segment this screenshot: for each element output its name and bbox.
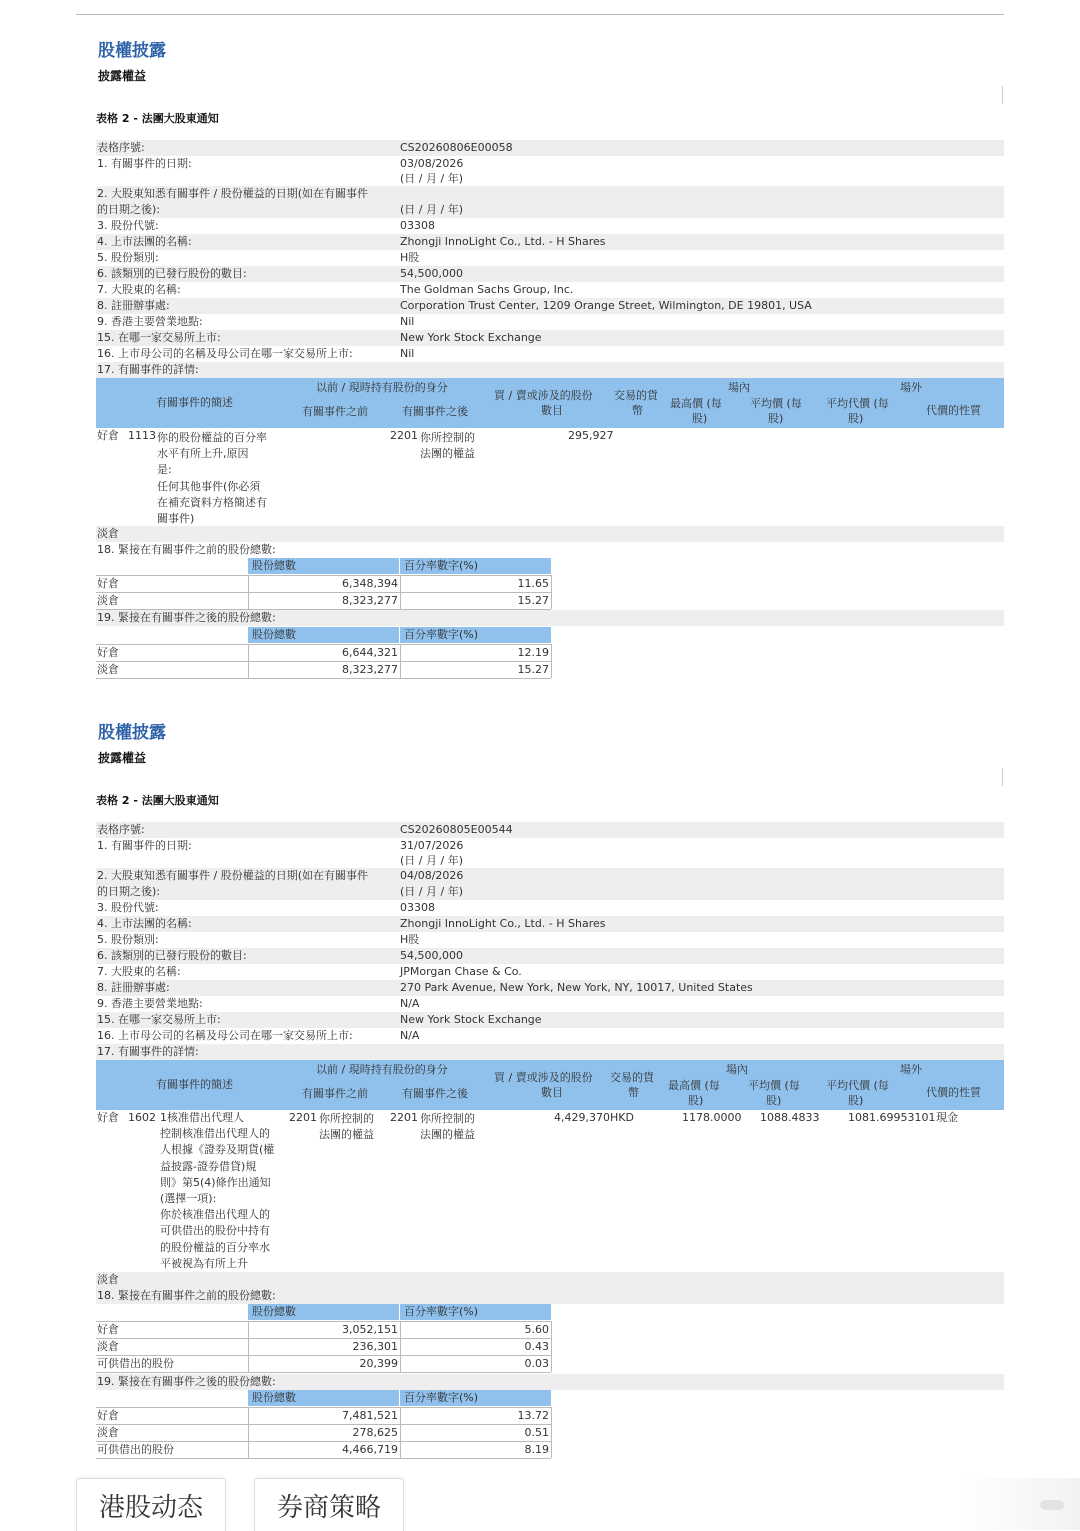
field-company-name: 4. 上市法團的名稱: Zhongji InnoLight Co., Ltd. - H Shares <box>96 234 1004 250</box>
event-description: 1核准借出代理人 控制核准借出代理人的 人根據《證券及期貨(權 益披露-證券借貸)規 則》第5(4)條作出通知 (選擇一項): 你於核准借出代理人的 可供借出的股份中持有 的股份權益的百分率水 平被視為有所上升 <box>160 1111 275 1270</box>
table-row: 淡倉 8,323,277 15.27 <box>96 592 551 610</box>
field-parent-exchange: 16. 上市母公司的名稱及母公司在哪一家交易所上市: N/A <box>97 1029 420 1042</box>
field-issued-shares: 6. 該類別的已發行股份的數目: 54,500,000 <box>96 948 1004 964</box>
field-stock-code: 3. 股份代號: 03308 <box>97 219 435 232</box>
field-exchange: 15. 在哪一家交易所上市: New York Stock Exchange <box>96 1012 1004 1028</box>
section-subtitle: 披露權益 <box>98 69 147 83</box>
field-event-date: 1. 有關事件的日期: 03/08/2026 (日 / 月 / 年) <box>97 157 464 185</box>
table-row: 好倉 3,052,151 5.60 <box>96 1321 551 1339</box>
form-title: 表格 2 - 法團大股東通知 <box>96 794 219 807</box>
section-title: 股權披露 <box>98 723 166 743</box>
before-total-label: 18. 緊接在有關事件之前的股份總數: <box>96 1288 1004 1304</box>
field-stock-code: 3. 股份代號: 03308 <box>97 901 435 914</box>
field-shareholder-name: 7. 大股東的名稱: JPMorgan Chase & Co. <box>97 965 522 978</box>
field-hk-place: 9. 香港主要營業地點: Nil <box>97 315 415 328</box>
before-total-label: 18. 緊接在有關事件之前的股份總數: <box>96 542 1004 558</box>
short-position-label: 淡倉 <box>96 526 1004 542</box>
table-row: 淡倉 8,323,277 15.27 <box>96 661 551 679</box>
section-subtitle: 披露權益 <box>98 751 147 765</box>
table-row: 好倉 6,348,394 11.65 <box>96 575 551 593</box>
table-row: 好倉 7,481,521 13.72 <box>96 1407 551 1425</box>
field-event-date: 1. 有關事件的日期: 31/07/2026 (日 / 月 / 年) <box>97 839 464 867</box>
table-row: 可供借出的股份 20,399 0.03 <box>96 1355 551 1373</box>
after-total-label: 19. 緊接在有關事件之後的股份總數: <box>96 1374 1004 1390</box>
field-aware-date: 2. 大股東知悉有關事件 / 股份權益的日期(如在有關事件 的日期之後): (日 / 月 / 年) <box>96 186 1004 218</box>
section-title: 股權披露 <box>98 41 166 61</box>
details-table-header: 有關事件的簡述 以前 / 現時持有股份的身分 有關事件之前 有關事件之後 買 / 賣或涉及的股份 數目 交易的貨 幣 場內 最高價 (每 股) 平均價 (每 股) 場外 平均代價 (每 股) 代價的性質 <box>96 1060 1004 1110</box>
capacity-before: 你所控制的 法團的權益 <box>319 1112 374 1142</box>
field-registered-office: 8. 註冊辦事處: 270 Park Avenue, New York, New York, NY, 10017, United States <box>96 980 1004 996</box>
short-position-label: 淡倉 <box>96 1272 1004 1288</box>
tab-broker-strategy[interactable]: 券商策略 <box>254 1478 404 1531</box>
table-row: 淡倉 236,301 0.43 <box>96 1338 551 1356</box>
field-registered-office: 8. 註冊辦事處: Corporation Trust Center, 1209 Orange Street, Wilmington, DE 19801, USA <box>96 298 1004 314</box>
form-title: 表格 2 - 法團大股東通知 <box>96 112 219 125</box>
table-row: 可供借出的股份 4,466,719 8.19 <box>96 1441 551 1459</box>
table-row: 好倉 6,644,321 12.19 <box>96 644 551 662</box>
more-indicator <box>1040 1500 1064 1510</box>
field-company-name: 4. 上市法團的名稱: Zhongji InnoLight Co., Ltd. - H Shares <box>96 916 1004 932</box>
after-total-label: 19. 緊接在有關事件之後的股份總數: <box>96 610 1004 626</box>
details-table-header: 有關事件的簡述 以前 / 現時持有股份的身分 有關事件之前 有關事件之後 買 / 賣或涉及的股份 數目 交易的貨 幣 場內 最高價 (每 股) 平均價 (每 股) 場外 平均代價 (每 股) 代價的性質 <box>96 378 1004 428</box>
tab-hk-stock-news[interactable]: 港股动态 <box>76 1478 226 1531</box>
divider <box>1002 768 1003 786</box>
table-row: 淡倉 278,625 0.51 <box>96 1424 551 1442</box>
field-share-class: 5. 股份類別: H股 <box>97 933 420 946</box>
field-share-class: 5. 股份類別: H股 <box>97 251 420 264</box>
field-form-serial: 表格序號: CS20260805E00544 <box>96 822 1004 838</box>
field-parent-exchange: 16. 上市母公司的名稱及母公司在哪一家交易所上市: Nil <box>97 347 415 360</box>
field-event-details: 17. 有關事件的詳情: <box>96 1044 1004 1060</box>
field-hk-place: 9. 香港主要營業地點: N/A <box>97 997 420 1010</box>
capacity-after: 你所控制的 法團的權益 <box>420 1112 475 1142</box>
top-divider <box>76 14 1004 15</box>
field-event-details: 17. 有關事件的詳情: <box>96 362 1004 378</box>
field-shareholder-name: 7. 大股東的名稱: The Goldman Sachs Group, Inc. <box>97 283 574 296</box>
event-description: 你的股份權益的百分率 水平有所上升,原因 是: 任何其他事件(你必須 在補充資料方格簡述有 關事件) <box>157 431 267 526</box>
field-issued-shares: 6. 該類別的已發行股份的數目: 54,500,000 <box>96 266 1004 282</box>
field-form-serial: 表格序號: CS20260806E00058 <box>96 140 1004 156</box>
divider <box>1002 86 1003 104</box>
field-aware-date: 2. 大股東知悉有關事件 / 股份權益的日期(如在有關事件 的日期之後): 04/08/2026 (日 / 月 / 年) <box>96 868 1004 900</box>
capacity-after: 你所控制的 法團的權益 <box>420 431 475 461</box>
field-exchange: 15. 在哪一家交易所上市: New York Stock Exchange <box>96 330 1004 346</box>
